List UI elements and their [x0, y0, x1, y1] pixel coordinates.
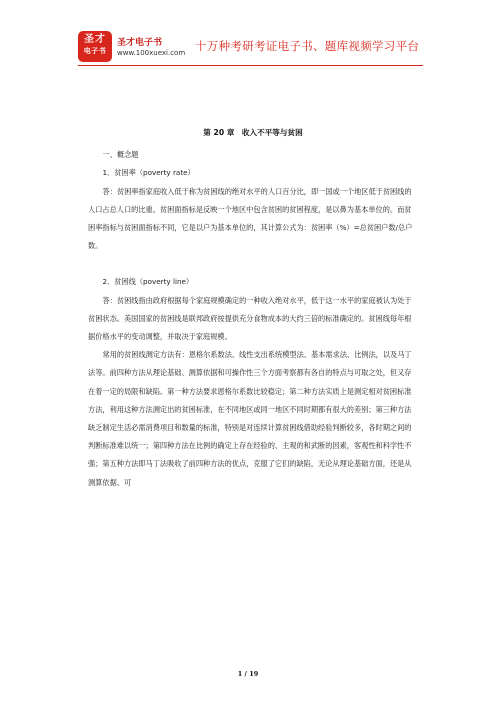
logo-text-line2: 电子书 [83, 47, 107, 55]
document-body [88, 124, 418, 492]
brand-url[interactable]: www.100xuexi.com [117, 49, 186, 57]
term-title: 2．贫困线（poverty line） [102, 277, 194, 287]
logo-text-line1: 圣才 [84, 34, 106, 45]
header-divider [78, 65, 423, 66]
paragraph-gap [88, 255, 418, 273]
term-title: 1．贫困率（poverty rate） [102, 168, 195, 178]
brand-logo[interactable] [78, 31, 112, 62]
brand-name: 圣才电子书 [117, 38, 163, 48]
header-slogan: 十万种考研考证电子书、题库视频学习平台 [195, 39, 420, 53]
term-paragraph: 常用的贫困线测定方法有：恩格尔系数法、线性支出系统模型法、基本需求法、比例法，以及马丁法等。前四种方法从理论基础、测算依据和可操作性三个方面考察都有各自的特点与可取之处，但又存在着一定的局限和缺陷。第一种方法要求恩格尔系数比较稳定；第二种方法实质上是测定相对贫困标准方法，利用这种方法测定出的贫困标准，在不同地区或同一地区不同时期都有很大的差别；第三种方法缺乏制定生活必需消费项目和数量的标准，特别是对连续计算贫困线借助经验判断较多，各时期之间的判断标准难以统一；第四种方法在比例的确定上存在经验的、主观的和武断的因素，客观性和科学性不强；第五种方法即马丁法吸收了前四种方法的优点，克服了它们的缺陷，无论从理论基础方面，还是从测算依据、可 [88, 350, 412, 487]
term-paragraph: 答：贫困线指由政府根据每个家庭规模确定的一种收入绝对水平，低于这一水平的家庭被认为处于贫困状态。美国国家的贫困线是联邦政府按提供充分食物成本的大约三倍的标准确定的。贫困线每年根据价格水平的变动调整，并取决于家庭规模。 [88, 295, 412, 342]
page-number: 1 / 19 [237, 670, 259, 678]
page-header [0, 0, 496, 68]
chapter-title: 第 20 章 收入不平等与贫困 [203, 128, 303, 137]
section-heading: 一、概念题 [102, 150, 139, 160]
term-paragraph: 答：贫困率指家庭收入低于称为贫困线的绝对水平的人口百分比，即一国或一个地区低于贫困线的人口占总人口的比重。贫困面指标是反映一个地区中包含贫困的贫困程度，是以鼻为基本单位的。而贫困率指标与贫困面指标不同，它是以户为基本单位的，其计算公式为：贫困率（%）=总贫困户数/总户数。 [88, 186, 413, 251]
